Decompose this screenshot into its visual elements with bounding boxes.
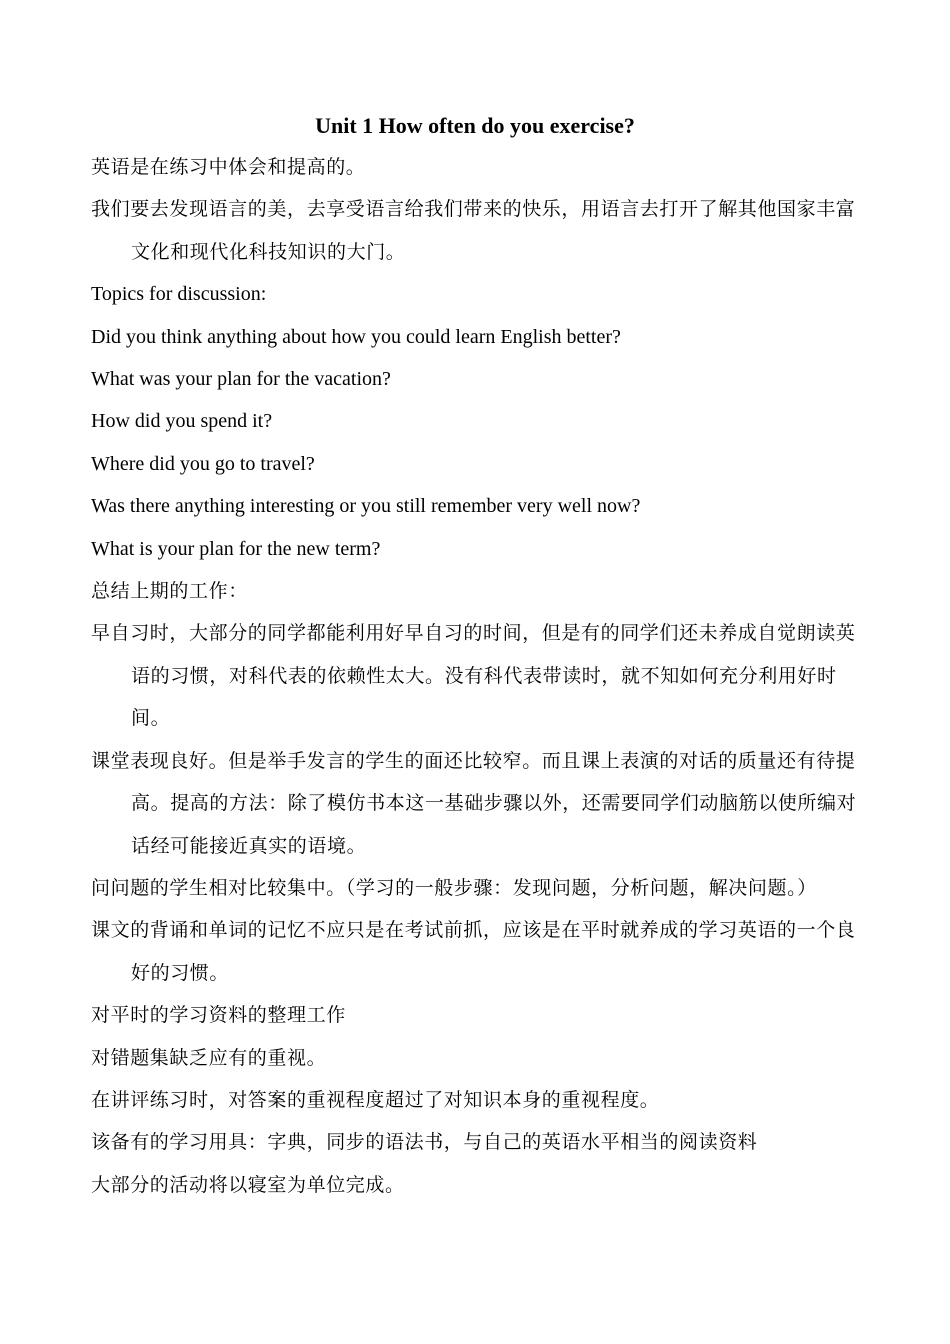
paragraph-recitation: 课文的背诵和单词的记忆不应只是在考试前抓，应该是在平时就养成的学习英语的一个良好的习惯。 <box>91 919 856 984</box>
paragraph-materials: 对平时的学习资料的整理工作 <box>91 1004 346 1027</box>
paragraph-exercise-review: 在讲评练习时，对答案的重视程度超过了对知识本身的重视程度。 <box>91 1088 660 1111</box>
paragraph-topic-question: Did you think anything about how you could learn English better? <box>91 325 621 348</box>
document-body <box>91 146 861 1206</box>
paragraph-morning-study: 早自习时，大部分的同学都能利用好早自习的时间，但是有的同学们还未养成自觉朗读英语的习惯，对科代表的依赖性太大。没有科代表带读时，就不知如何充分利用好时间。 <box>91 622 856 730</box>
paragraph-supplies: 该备有的学习用具：字典，同步的语法书，与自己的英语水平相当的阅读资料 <box>91 1131 758 1154</box>
paragraph-questions: 问问题的学生相对比较集中。（学习的一般步骤：发现问题，分析问题，解决问题。） <box>91 876 817 899</box>
paragraph-topic-question: What is your plan for the new term? <box>91 537 381 560</box>
paragraph-topics-heading: Topics for discussion: <box>91 283 267 306</box>
paragraph-topic-question: Where did you go to travel? <box>91 452 315 475</box>
document-title: Unit 1 How often do you exercise? <box>315 113 635 138</box>
paragraph-topic-question: What was your plan for the vacation? <box>91 368 391 391</box>
paragraph-summary-heading: 总结上期的工作： <box>91 580 248 603</box>
paragraph-dorm-activities: 大部分的活动将以寝室为单位完成。 <box>91 1173 405 1196</box>
paragraph-language-beauty: 我们要去发现语言的美，去享受语言给我们带来的快乐，用语言去打开了解其他国家丰富文化和现代化科技知识的大门。 <box>91 198 856 263</box>
paragraph-intro: 英语是在练习中体会和提高的。 <box>91 156 366 178</box>
paragraph-topic-question: How did you spend it? <box>91 410 273 433</box>
paragraph-topic-question: Was there anything interesting or you still remember very well now? <box>91 495 641 518</box>
paragraph-classroom: 课堂表现良好。但是举手发言的学生的面还比较窄。而且课上表演的对话的质量还有待提高。提高的方法：除了模仿书本这一基础步骤以外，还需要同学们动脑筋以使所编对话经可能接近真实的语境。 <box>91 749 857 857</box>
paragraph-error-notebook: 对错题集缺乏应有的重视。 <box>91 1046 327 1069</box>
